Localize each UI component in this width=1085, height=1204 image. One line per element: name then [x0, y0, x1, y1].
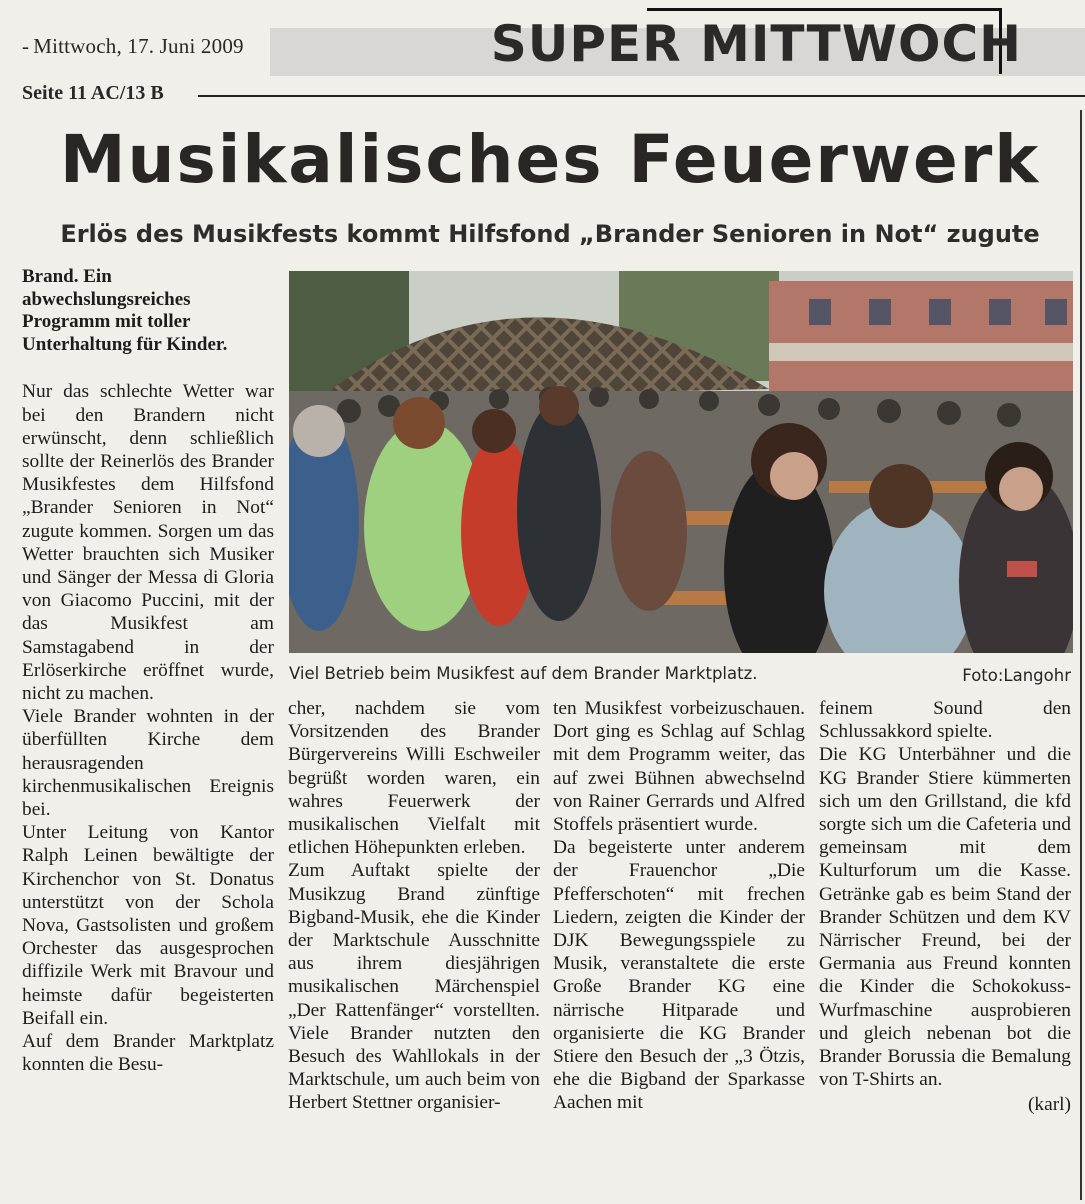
crowd-photo-illustration	[289, 271, 1073, 653]
page-edge-rule	[1080, 110, 1082, 1200]
issue-date-text: Mittwoch, 17. Juni 2009	[33, 34, 244, 58]
article-column-1	[22, 266, 274, 1076]
paragraph: Auf dem Brander Marktplatz konnten die Besu-	[22, 1031, 274, 1076]
article-column-3	[553, 697, 805, 1115]
paragraph: Da begeisterte unter anderem der Frauenchor „Die Pfefferschoten“ mit frechen Liedern, zeigten die Kinder der DJK Bewegungsspiele zu Musik, veranstaltete die erste Große Brander KG eine närrische Hitparade und organisierte die KG Brander Stiere den Besuch der „3 Ötzis, ehe die Bigband der Sparkasse Aachen mit	[553, 837, 805, 1114]
photo-caption-text: Viel Betrieb beim Musikfest auf dem Brander Marktplatz.	[289, 664, 758, 683]
paragraph: Unter Leitung von Kantor Ralph Leinen bewältigte der Kirchenchor von St. Donatus unterstützt von der Schola Nova, Gastsolisten und großem Orchester das ausgesprochen diffizile Werk mit Bravour und heimste dafür begeisterten Beifall ein.	[22, 822, 274, 1029]
article-headline: Musikalisches Feuerwerk	[59, 121, 1041, 198]
article-subheadline: Erlös des Musikfests kommt Hilfsfond „Brander Senioren in Not“ zugute	[60, 220, 1040, 248]
paragraph: Zum Auftakt spielte der Musikzug Brand zünftige Bigband-Musik, ehe die Kinder der Marktschule Ausschnitte aus ihrem diesjährigen musikalischen Märchenspiel „Der Rattenfänger“ vorstellten. Viele Brander nutzten den Besuch des Wahllokals in der Marktschule, um auch beim von Herbert Stettner organisier-	[288, 860, 540, 1114]
page-reference: Seite 11 AC/13 B	[22, 82, 164, 104]
paragraph: cher, nachdem sie vom Vorsitzenden des Brander Bürgervereins Willi Eschweiler begrüßt worden waren, ein wahres Feuerwerk der musikalischen Vielfalt mit etlichen Höhepunkten erleben.	[288, 698, 540, 859]
paragraph: ten Musikfest vorbeizuschauen. Dort ging es Schlag auf Schlag mit dem Programm weiter, das auf zwei Bühnen abwechselnd von Rainer Gerrards und Alfred Stoffels präsentiert wurde.	[553, 698, 805, 836]
article-author: (karl)	[1027, 1094, 1071, 1116]
header-divider	[198, 95, 1085, 97]
photo-credit: Foto:Langohr	[962, 666, 1071, 685]
article-lead: Brand. Ein abwechslungsreiches Programm mit toller Unterhaltung für Kinder.	[22, 266, 228, 355]
paragraph: Die KG Unterbähner und die KG Brander Stiere kümmerten sich um den Grillstand, die kfd sorgte sich um die Cafeteria und gemeinsam mit dem Kulturforum um die Kasse. Getränke gab es beim Stand der Brander Schützen und dem KV Närrischer Freund, bei der Germania aus Freund konnten die Kinder die Schokokuss-Wurfmaschine ausprobieren und gleich nebenan bot die Brander Borussia die Bemalung von T-Shirts an.	[819, 744, 1071, 1091]
paragraph: feinem Sound den Schlussakkord spielte.	[819, 698, 1071, 743]
issue-date: - Mittwoch, 17. Juni 2009	[22, 34, 244, 58]
event-photo	[289, 271, 1073, 653]
photo-caption	[289, 664, 1071, 683]
article-column-4	[819, 697, 1071, 1117]
article-column-2	[288, 697, 540, 1115]
paragraph: Viele Brander wohnten in der überfüllten Kirche dem herausragenden kirchenmusikalischen Ereignis bei.	[22, 706, 274, 821]
paragraph: Nur das schlechte Wetter war bei den Brandern nicht erwünscht, denn schließlich sollte der Reinerlös des Brander Musikfestes dem Hilfsfond „Brander Senioren in Not“ zugute kommen. Sorgen um das Wetter brauchten sich Musiker und Sänger der Messa di Gloria von Giacomo Puccini, mit der das Musikfest am Samstagabend in der Erlöserkirche eröffnet wurde, nicht zu machen.	[22, 381, 274, 705]
masthead: SUPER MITTWOCH	[490, 15, 1022, 73]
